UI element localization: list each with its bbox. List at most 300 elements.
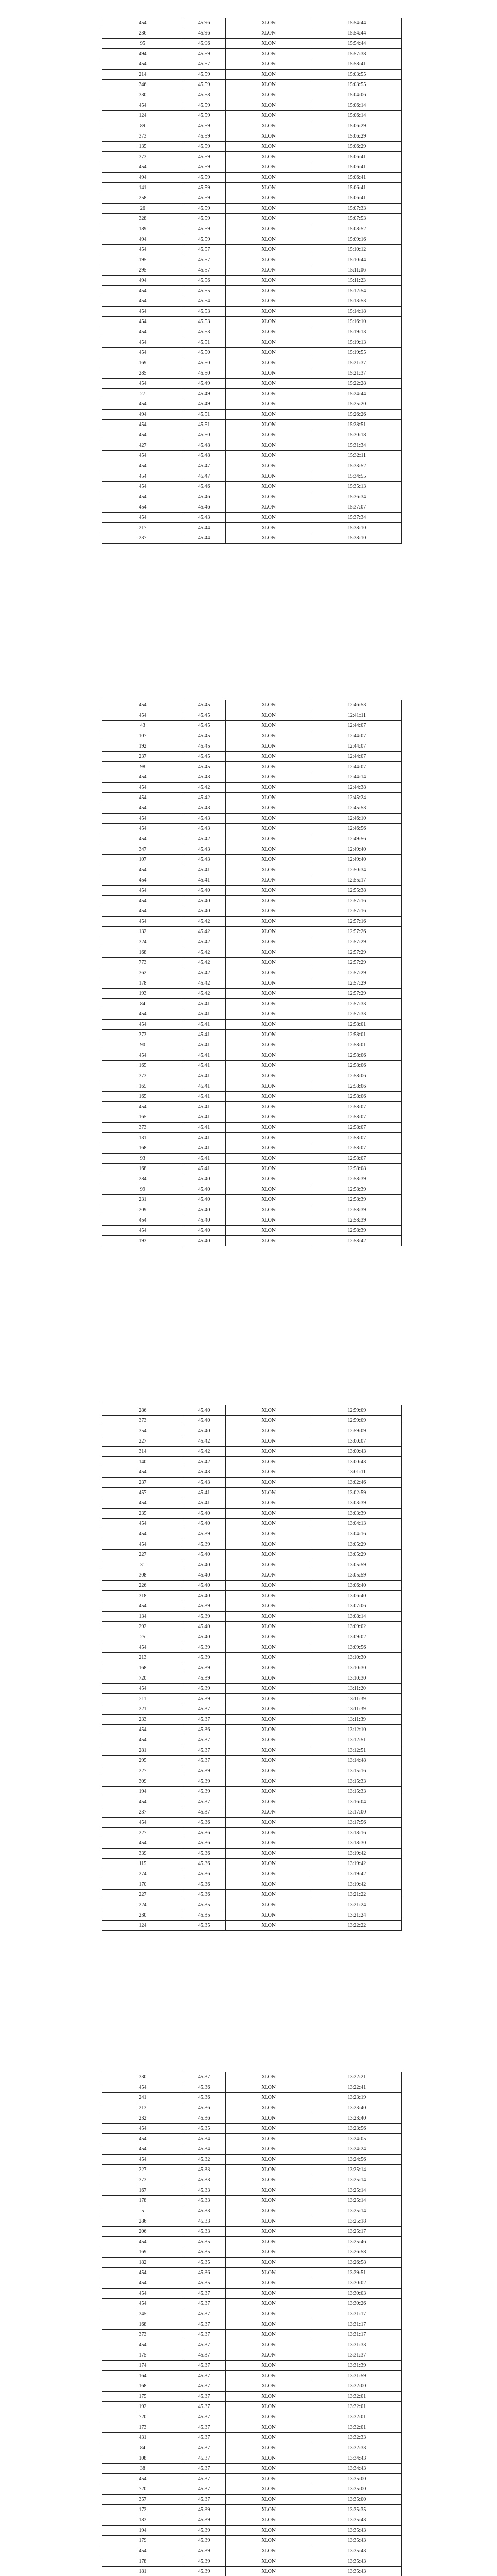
price-cell: 45.43 [183, 1467, 225, 1478]
venue-cell: XLON [225, 1591, 312, 1601]
venue-cell: XLON [225, 906, 312, 917]
venue-cell: XLON [225, 162, 312, 173]
venue-cell: XLON [225, 2505, 312, 2515]
venue-cell: XLON [225, 2268, 312, 2278]
time-cell: 12:58:07 [312, 1133, 401, 1143]
table-row [102, 1447, 402, 1457]
volume-cell: 132 [102, 927, 183, 937]
table-row [102, 245, 402, 255]
table-row [102, 2453, 402, 2464]
venue-cell: XLON [225, 70, 312, 80]
volume-cell: 308 [102, 1570, 183, 1581]
venue-cell: XLON [225, 440, 312, 451]
time-cell: 15:36:34 [312, 492, 401, 502]
table-row [102, 420, 402, 430]
price-cell: 45.39 [183, 2556, 225, 2567]
price-cell: 45.47 [183, 461, 225, 471]
price-cell: 45.37 [183, 2392, 225, 2402]
volume-cell: 164 [102, 2371, 183, 2381]
time-cell: 12:58:06 [312, 1071, 401, 1081]
price-cell: 45.59 [183, 162, 225, 173]
time-cell: 12:46:56 [312, 824, 401, 834]
price-cell: 45.43 [183, 844, 225, 855]
price-cell: 45.33 [183, 2185, 225, 2196]
volume-cell: 357 [102, 2495, 183, 2505]
price-cell: 45.42 [183, 1447, 225, 1457]
venue-cell: XLON [225, 1601, 312, 1612]
table-row [102, 2206, 402, 2216]
venue-cell: XLON [225, 1112, 312, 1123]
price-cell: 45.40 [183, 1632, 225, 1642]
price-cell: 45.33 [183, 2216, 225, 2227]
volume-cell: 226 [102, 1581, 183, 1591]
venue-cell: XLON [225, 700, 312, 710]
table-row [102, 2505, 402, 2515]
venue-cell: XLON [225, 1164, 312, 1174]
table-row [102, 142, 402, 152]
price-cell: 45.33 [183, 2196, 225, 2206]
price-cell: 45.56 [183, 276, 225, 286]
table-row [102, 1061, 402, 1071]
price-cell: 45.40 [183, 1195, 225, 1205]
time-cell: 13:26:58 [312, 2247, 401, 2258]
table-row [102, 2185, 402, 2196]
table-row [102, 317, 402, 327]
volume-cell: 454 [102, 1735, 183, 1745]
venue-cell: XLON [225, 710, 312, 721]
table-row [102, 100, 402, 111]
price-cell: 45.41 [183, 1030, 225, 1040]
venue-cell: XLON [225, 1900, 312, 1910]
price-cell: 45.51 [183, 410, 225, 420]
venue-cell: XLON [225, 214, 312, 224]
venue-cell: XLON [225, 90, 312, 100]
venue-cell: XLON [225, 1215, 312, 1226]
price-cell: 45.42 [183, 834, 225, 844]
venue-cell: XLON [225, 1612, 312, 1622]
venue-cell: XLON [225, 772, 312, 783]
price-cell: 45.37 [183, 1704, 225, 1715]
volume-cell: 454 [102, 1725, 183, 1735]
table-row [102, 793, 402, 803]
volume-cell: 454 [102, 1050, 183, 1061]
time-cell: 13:11:20 [312, 1684, 401, 1694]
time-cell: 12:49:40 [312, 855, 401, 865]
venue-cell: XLON [225, 2330, 312, 2340]
table-row [102, 348, 402, 358]
table-row [102, 523, 402, 533]
venue-cell: XLON [225, 307, 312, 317]
price-cell: 45.37 [183, 2371, 225, 2381]
price-cell: 45.41 [183, 1061, 225, 1071]
volume-cell: 318 [102, 1591, 183, 1601]
volume-cell: 494 [102, 234, 183, 245]
venue-cell: XLON [225, 1488, 312, 1498]
price-cell: 45.41 [183, 1488, 225, 1498]
venue-cell: XLON [225, 492, 312, 502]
venue-cell: XLON [225, 1570, 312, 1581]
table-row [102, 296, 402, 307]
time-cell: 13:22:41 [312, 2082, 401, 2093]
table-row [102, 28, 402, 39]
venue-cell: XLON [225, 2350, 312, 2361]
volume-cell: 494 [102, 276, 183, 286]
time-cell: 12:57:29 [312, 937, 401, 947]
price-cell: 45.59 [183, 152, 225, 162]
time-cell: 13:31:37 [312, 2350, 401, 2361]
venue-cell: XLON [225, 2309, 312, 2319]
time-cell: 15:13:53 [312, 296, 401, 307]
price-cell: 45.40 [183, 1215, 225, 1226]
price-cell: 45.37 [183, 2319, 225, 2330]
venue-cell: XLON [225, 844, 312, 855]
venue-cell: XLON [225, 1050, 312, 1061]
price-cell: 45.51 [183, 337, 225, 348]
price-cell: 45.50 [183, 368, 225, 379]
table-row [102, 731, 402, 741]
time-cell: 15:06:14 [312, 111, 401, 121]
price-cell: 45.43 [183, 513, 225, 523]
time-cell: 15:06:41 [312, 173, 401, 183]
volume-cell: 454 [102, 1539, 183, 1550]
trade-table [102, 700, 402, 1246]
time-cell: 12:58:39 [312, 1184, 401, 1195]
volume-cell: 454 [102, 1818, 183, 1828]
venue-cell: XLON [225, 834, 312, 844]
venue-cell: XLON [225, 1581, 312, 1591]
table-row [102, 2546, 402, 2556]
price-cell: 45.39 [183, 1653, 225, 1663]
venue-cell: XLON [225, 2247, 312, 2258]
venue-cell: XLON [225, 2546, 312, 2556]
price-cell: 45.37 [183, 2299, 225, 2309]
price-cell: 45.42 [183, 937, 225, 947]
price-cell: 45.45 [183, 741, 225, 752]
venue-cell: XLON [225, 523, 312, 533]
volume-cell: 286 [102, 1405, 183, 1416]
table-row [102, 193, 402, 204]
table-row [102, 2433, 402, 2443]
price-cell: 45.40 [183, 1560, 225, 1570]
volume-cell: 98 [102, 762, 183, 772]
table-row [102, 824, 402, 834]
venue-cell: XLON [225, 1550, 312, 1560]
price-cell: 45.36 [183, 1818, 225, 1828]
table-row [102, 1838, 402, 1849]
time-cell: 15:26:26 [312, 410, 401, 420]
volume-cell: 454 [102, 337, 183, 348]
table-row [102, 183, 402, 193]
table-row [102, 814, 402, 824]
table-row [102, 2103, 402, 2113]
table-row [102, 1807, 402, 1818]
venue-cell: XLON [225, 482, 312, 492]
volume-cell: 373 [102, 131, 183, 142]
venue-cell: XLON [225, 410, 312, 420]
volume-cell: 165 [102, 1061, 183, 1071]
table-row [102, 1467, 402, 1478]
volume-cell: 89 [102, 121, 183, 131]
table-row [102, 276, 402, 286]
venue-cell: XLON [225, 2144, 312, 2155]
venue-cell: XLON [225, 39, 312, 49]
time-cell: 12:59:09 [312, 1416, 401, 1426]
volume-cell: 84 [102, 2443, 183, 2453]
price-cell: 45.37 [183, 1735, 225, 1745]
price-cell: 45.50 [183, 430, 225, 440]
volume-cell: 26 [102, 204, 183, 214]
price-cell: 45.40 [183, 1205, 225, 1215]
table-row [102, 2484, 402, 2495]
price-cell: 45.39 [183, 1539, 225, 1550]
table-row [102, 989, 402, 999]
volume-cell: 95 [102, 39, 183, 49]
table-row [102, 2536, 402, 2546]
time-cell: 15:19:13 [312, 337, 401, 348]
volume-cell: 362 [102, 968, 183, 978]
table-row [102, 410, 402, 420]
price-cell: 45.49 [183, 399, 225, 410]
venue-cell: XLON [225, 471, 312, 482]
venue-cell: XLON [225, 2464, 312, 2474]
price-cell: 45.43 [183, 803, 225, 814]
venue-cell: XLON [225, 1143, 312, 1154]
volume-cell: 25 [102, 1632, 183, 1642]
table-row [102, 1071, 402, 1081]
venue-cell: XLON [225, 286, 312, 296]
volume-cell: 309 [102, 1776, 183, 1787]
time-cell: 15:37:07 [312, 502, 401, 513]
volume-cell: 214 [102, 70, 183, 80]
volume-cell: 165 [102, 1112, 183, 1123]
price-cell: 45.44 [183, 523, 225, 533]
price-cell: 45.41 [183, 1092, 225, 1102]
volume-cell: 454 [102, 1102, 183, 1112]
price-cell: 45.39 [183, 2526, 225, 2536]
venue-cell: XLON [225, 1498, 312, 1509]
venue-cell: XLON [225, 1756, 312, 1766]
price-cell: 45.42 [183, 978, 225, 989]
time-cell: 12:58:07 [312, 1112, 401, 1123]
table-row [102, 752, 402, 762]
volume-cell: 232 [102, 2113, 183, 2124]
table-row [102, 1133, 402, 1143]
table-row [102, 741, 402, 752]
venue-cell: XLON [225, 173, 312, 183]
price-cell: 45.41 [183, 1071, 225, 1081]
price-cell: 45.59 [183, 121, 225, 131]
volume-cell: 454 [102, 1838, 183, 1849]
table-row [102, 1164, 402, 1174]
time-cell: 13:25:14 [312, 2196, 401, 2206]
time-cell: 12:58:06 [312, 1081, 401, 1092]
time-cell: 13:03:39 [312, 1509, 401, 1519]
time-cell: 12:44:07 [312, 762, 401, 772]
volume-cell: 140 [102, 1457, 183, 1467]
volume-cell: 454 [102, 1601, 183, 1612]
time-cell: 15:06:29 [312, 142, 401, 152]
time-cell: 12:57:29 [312, 989, 401, 999]
venue-cell: XLON [225, 1426, 312, 1436]
table-row [102, 2495, 402, 2505]
table-row [102, 896, 402, 906]
venue-cell: XLON [225, 317, 312, 327]
price-cell: 45.59 [183, 80, 225, 90]
volume-cell: 108 [102, 2453, 183, 2464]
table-row [102, 1570, 402, 1581]
volume-cell: 193 [102, 989, 183, 999]
venue-cell: XLON [225, 1622, 312, 1632]
venue-cell: XLON [225, 989, 312, 999]
venue-cell: XLON [225, 451, 312, 461]
venue-cell: XLON [225, 111, 312, 121]
venue-cell: XLON [225, 2433, 312, 2443]
time-cell: 13:06:40 [312, 1591, 401, 1601]
time-cell: 12:44:07 [312, 752, 401, 762]
table-row [102, 803, 402, 814]
volume-cell: 174 [102, 2361, 183, 2371]
table-row [102, 886, 402, 896]
time-cell: 13:31:33 [312, 2340, 401, 2350]
price-cell: 45.45 [183, 731, 225, 741]
price-cell: 45.54 [183, 296, 225, 307]
time-cell: 13:21:24 [312, 1900, 401, 1910]
time-cell: 13:35:43 [312, 2556, 401, 2567]
price-cell: 45.43 [183, 855, 225, 865]
time-cell: 12:57:29 [312, 978, 401, 989]
volume-cell: 115 [102, 1859, 183, 1869]
venue-cell: XLON [225, 927, 312, 937]
time-cell: 15:21:37 [312, 368, 401, 379]
volume-cell: 454 [102, 896, 183, 906]
venue-cell: XLON [225, 1694, 312, 1704]
price-cell: 45.59 [183, 193, 225, 204]
time-cell: 12:59:09 [312, 1426, 401, 1436]
venue-cell: XLON [225, 865, 312, 875]
price-cell: 45.42 [183, 1457, 225, 1467]
volume-cell: 168 [102, 2319, 183, 2330]
table-row [102, 234, 402, 245]
venue-cell: XLON [225, 958, 312, 968]
time-cell: 13:35:00 [312, 2474, 401, 2484]
venue-cell: XLON [225, 80, 312, 90]
venue-cell: XLON [225, 2155, 312, 2165]
volume-cell: 720 [102, 2412, 183, 2422]
volume-cell: 27 [102, 389, 183, 399]
price-cell: 45.59 [183, 234, 225, 245]
table-row [102, 358, 402, 368]
volume-cell: 236 [102, 28, 183, 39]
price-cell: 45.40 [183, 896, 225, 906]
time-cell: 13:24:56 [312, 2155, 401, 2165]
time-cell: 12:50:34 [312, 865, 401, 875]
volume-cell: 454 [102, 865, 183, 875]
time-cell: 13:09:56 [312, 1642, 401, 1653]
venue-cell: XLON [225, 2216, 312, 2227]
table-row [102, 286, 402, 296]
price-cell: 45.43 [183, 1478, 225, 1488]
venue-cell: XLON [225, 1859, 312, 1869]
table-row [102, 999, 402, 1009]
time-cell: 15:06:41 [312, 162, 401, 173]
table-row [102, 1849, 402, 1859]
volume-cell: 454 [102, 2299, 183, 2309]
table-row [102, 2443, 402, 2453]
volume-cell: 237 [102, 1478, 183, 1488]
price-cell: 45.37 [183, 2443, 225, 2453]
time-cell: 13:35:43 [312, 2515, 401, 2526]
volume-cell: 454 [102, 492, 183, 502]
volume-cell: 168 [102, 1663, 183, 1673]
venue-cell: XLON [225, 2361, 312, 2371]
price-cell: 45.53 [183, 327, 225, 337]
table-row [102, 1797, 402, 1807]
table-row [102, 2124, 402, 2134]
price-cell: 45.49 [183, 379, 225, 389]
volume-cell: 373 [102, 1416, 183, 1426]
time-cell: 12:55:38 [312, 886, 401, 896]
table-row [102, 2082, 402, 2093]
volume-cell: 241 [102, 2093, 183, 2103]
venue-cell: XLON [225, 2422, 312, 2433]
time-cell: 13:35:43 [312, 2536, 401, 2546]
price-cell: 45.40 [183, 1550, 225, 1560]
table-row [102, 162, 402, 173]
time-cell: 12:46:10 [312, 814, 401, 824]
table-row [102, 2278, 402, 2289]
volume-cell: 454 [102, 814, 183, 824]
table-row [102, 1416, 402, 1426]
volume-cell: 494 [102, 410, 183, 420]
price-cell: 45.40 [183, 1581, 225, 1591]
price-cell: 45.40 [183, 1519, 225, 1529]
time-cell: 12:57:16 [312, 917, 401, 927]
time-cell: 12:58:07 [312, 1123, 401, 1133]
price-cell: 45.35 [183, 2124, 225, 2134]
volume-cell: 227 [102, 1828, 183, 1838]
volume-cell: 454 [102, 100, 183, 111]
venue-cell: XLON [225, 803, 312, 814]
table-row [102, 1550, 402, 1560]
venue-cell: XLON [225, 420, 312, 430]
volume-cell: 454 [102, 296, 183, 307]
venue-cell: XLON [225, 1081, 312, 1092]
time-cell: 15:14:18 [312, 307, 401, 317]
time-cell: 13:17:00 [312, 1807, 401, 1818]
table-row [102, 1735, 402, 1745]
time-cell: 13:10:30 [312, 1663, 401, 1673]
price-cell: 45.41 [183, 1081, 225, 1092]
price-cell: 45.45 [183, 710, 225, 721]
volume-cell: 170 [102, 1879, 183, 1890]
venue-cell: XLON [225, 1653, 312, 1663]
table-row [102, 700, 402, 710]
time-cell: 12:58:01 [312, 1030, 401, 1040]
price-cell: 45.41 [183, 1050, 225, 1061]
time-cell: 12:58:39 [312, 1226, 401, 1236]
price-cell: 45.39 [183, 1642, 225, 1653]
table-row [102, 1879, 402, 1890]
price-cell: 45.39 [183, 2567, 225, 2576]
table-row [102, 1050, 402, 1061]
table-row [102, 721, 402, 731]
table-row [102, 327, 402, 337]
time-cell: 12:58:42 [312, 1236, 401, 1246]
volume-cell: 131 [102, 1133, 183, 1143]
price-cell: 45.42 [183, 1436, 225, 1447]
volume-cell: 328 [102, 214, 183, 224]
price-cell: 45.33 [183, 2227, 225, 2237]
